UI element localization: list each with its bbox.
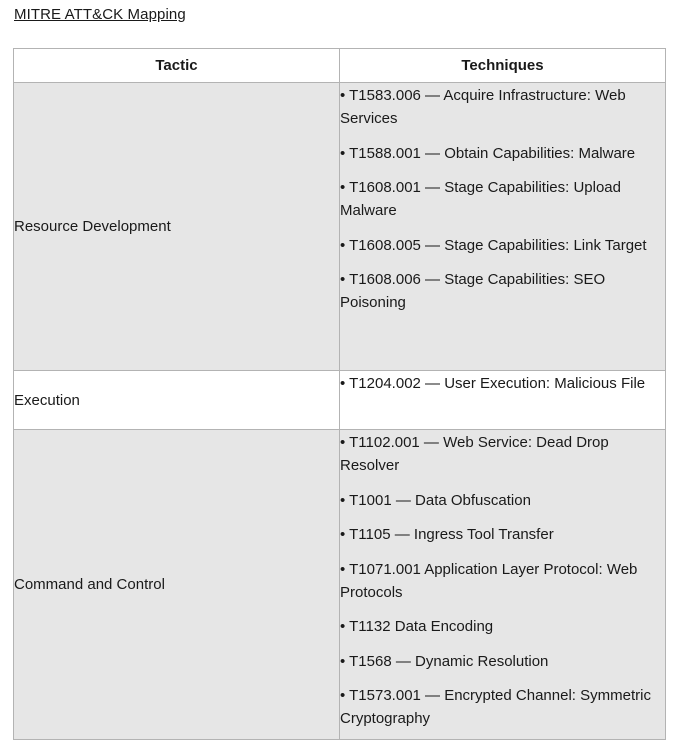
tactic-column-header: Tactic bbox=[14, 49, 340, 83]
table-header-row bbox=[14, 49, 666, 83]
technique-item: • T1588.001 — Obtain Capabilities: Malware bbox=[340, 144, 636, 162]
technique-item: • T1132 Data Encoding bbox=[340, 618, 494, 635]
techniques-cell bbox=[340, 430, 666, 740]
technique-item: • T1568 — Dynamic Resolution bbox=[340, 652, 549, 670]
techniques-column-header: Techniques bbox=[340, 49, 666, 83]
document-title: MITRE ATT&CK Mapping bbox=[14, 6, 186, 23]
tactic-cell: Execution bbox=[14, 371, 340, 430]
technique-item: • T1583.006 — Acquire Infrastructure: Web Services bbox=[340, 87, 626, 127]
tactic-cell: Command and Control bbox=[14, 430, 340, 740]
technique-item: • T1102.001 — Web Service: Dead Drop Resolver bbox=[340, 434, 609, 474]
technique-item: • T1001 — Data Obfuscation bbox=[340, 491, 531, 509]
technique-item: • T1608.005 — Stage Capabilities: Link Target bbox=[340, 236, 647, 254]
technique-item: • T1608.001 — Stage Capabilities: Upload Malware bbox=[340, 179, 621, 219]
table-row bbox=[14, 83, 666, 371]
technique-item: • T1573.001 — Encrypted Channel: Symmetric Cryptography bbox=[340, 687, 651, 727]
tactic-cell: Resource Development bbox=[14, 83, 340, 371]
techniques-cell bbox=[340, 371, 666, 430]
technique-item: • T1608.006 — Stage Capabilities: SEO Poisoning bbox=[340, 271, 606, 311]
technique-item: • T1105 — Ingress Tool Transfer bbox=[340, 526, 554, 543]
table-row bbox=[14, 371, 666, 430]
technique-item: • T1071.001 Application Layer Protocol: Web Protocols bbox=[340, 560, 638, 601]
attack-mapping-table bbox=[13, 48, 666, 740]
technique-item: • T1204.002 — User Execution: Malicious File bbox=[340, 375, 646, 392]
table-row bbox=[14, 430, 666, 740]
techniques-cell bbox=[340, 83, 666, 371]
